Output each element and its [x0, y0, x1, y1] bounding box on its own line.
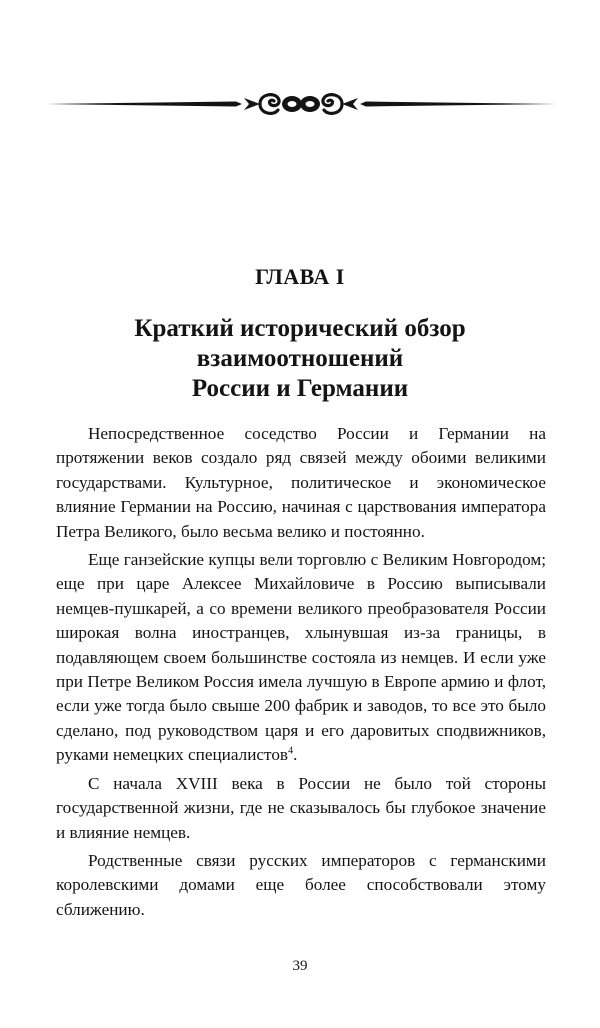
decorative-divider-ornament-icon	[46, 86, 556, 122]
page-number: 39	[292, 958, 308, 974]
paragraph	[56, 548, 546, 768]
paragraph	[56, 772, 546, 845]
paragraph-text: Еще ганзейские купцы вели торговлю с Великим Новгородом; еще при царе Алексее Михайловиче в Россию выписывали немцев-пушкарей, а со времени великого преобразователя России широкая волна иностранцев, хлынувшая из-за границы, в подавляющем своем большинстве состояла из немцев. И если уже при Петре Великом Россия имела лучшую в Европе армию и флот, если уже тогда было свыше 200 фабрик и заводов, то все это было сделано, под руководством царя и его даровитых сподвижников, руками немецких специалистов	[56, 550, 546, 765]
body-text	[56, 422, 546, 926]
chapter-title-line: России и Германии	[191, 375, 409, 402]
chapter-title-line: взаимоотношений	[196, 345, 404, 372]
paragraph-text: Непосредственное соседство России и Германии на протяжении веков создало ряд связей между обоими великими государствами. Культурное, политическое и экономическое влияние Германии на Россию, начиная с царствования императора Петра Великого, было весьма велико и постоянно.	[56, 424, 546, 541]
paragraph-text: Родственные связи русских императоров с германскими королевскими домами еще более способствовали этому сближению.	[56, 850, 546, 919]
paragraph-text: С начала XVIII века в России не было той стороны государственной жизни, где не сказывалось бы глубокое значение и влияние немцев.	[56, 773, 546, 842]
chapter-title	[60, 314, 540, 404]
paragraph	[56, 849, 546, 922]
chapter-title-line: Краткий исторический обзор	[134, 315, 466, 342]
chapter-heading: ГЛАВА I	[255, 264, 345, 289]
paragraph-end-punctuation: .	[293, 745, 298, 765]
paragraph	[56, 422, 546, 544]
footnote-ref: 4	[288, 745, 294, 757]
